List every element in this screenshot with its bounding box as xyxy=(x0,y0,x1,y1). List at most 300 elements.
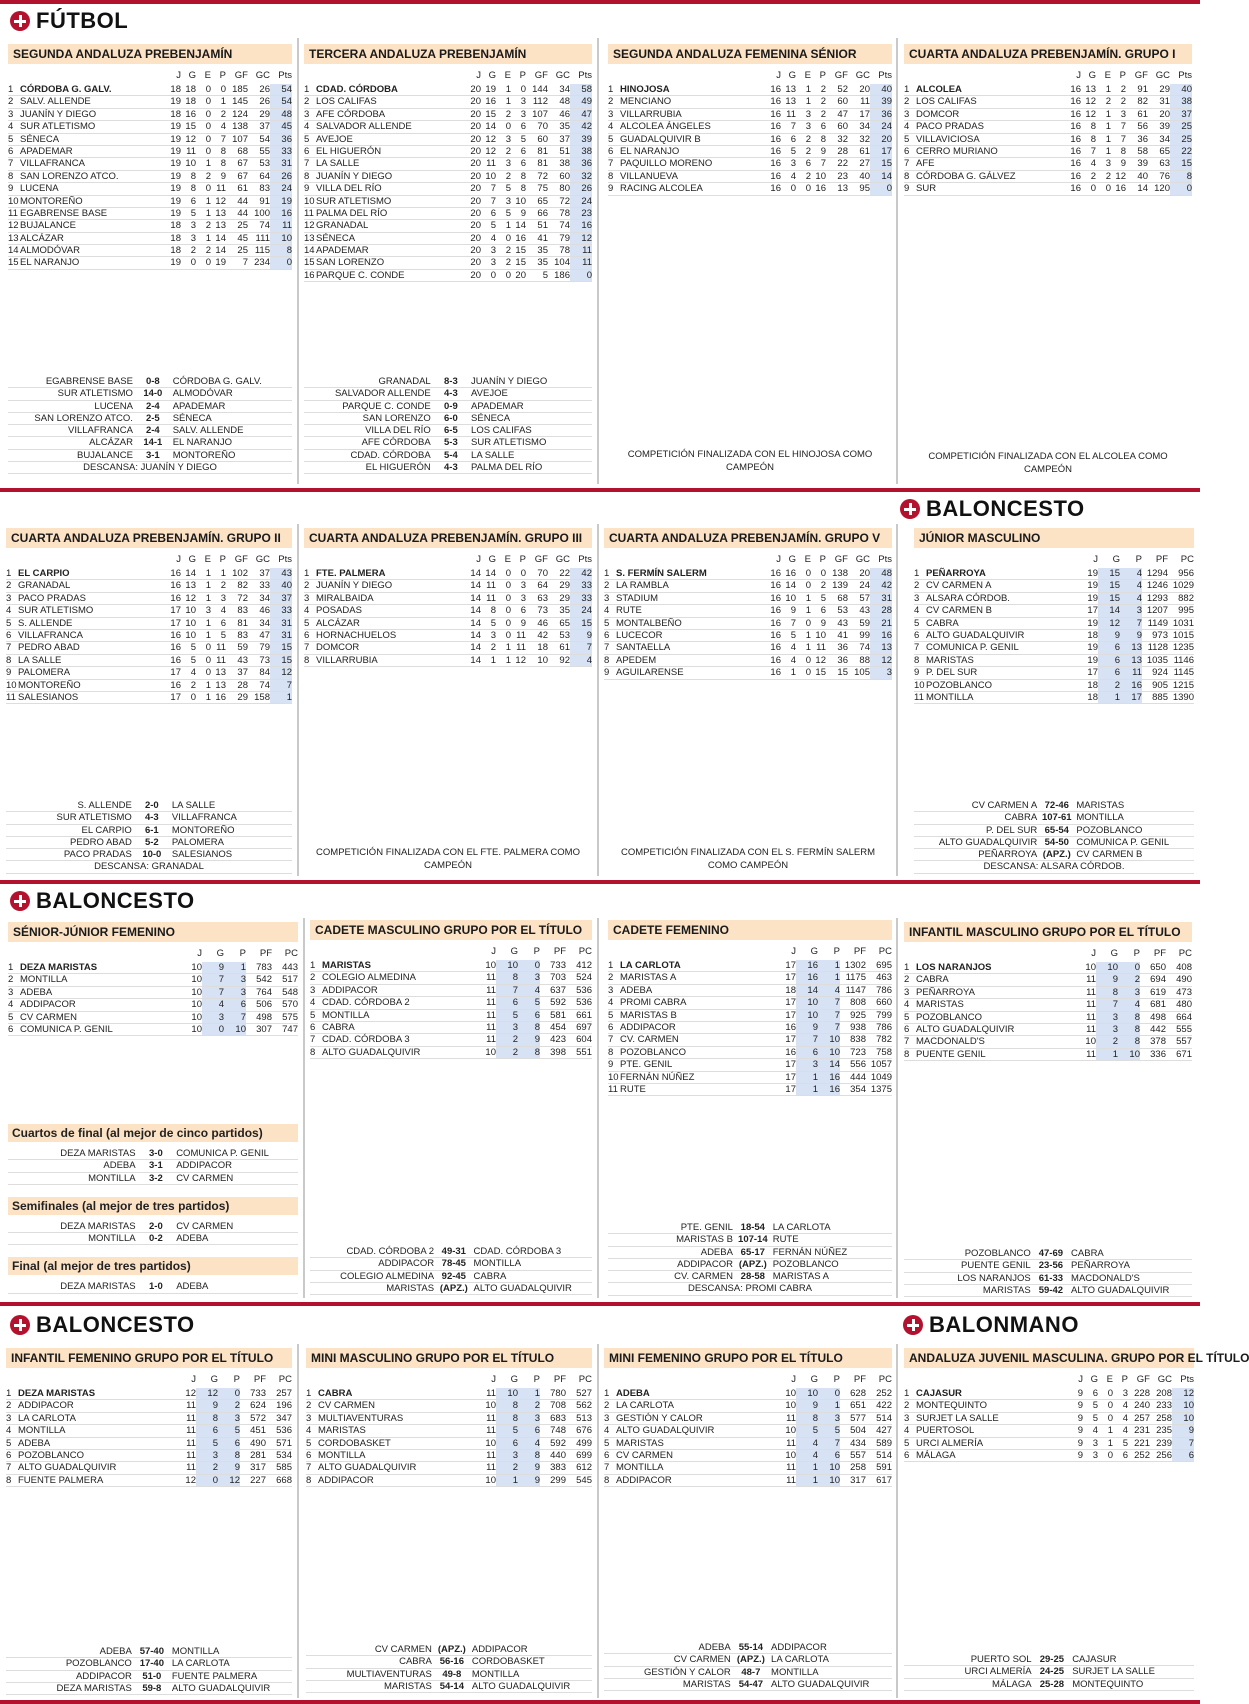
stat-cell: 0 xyxy=(202,1024,224,1035)
table-row xyxy=(6,1400,292,1412)
away-team: ADDIPACOR xyxy=(471,1644,528,1655)
stat-cell: 699 xyxy=(576,1449,592,1461)
away-team: MONTILLA xyxy=(471,1668,520,1680)
table-row xyxy=(8,233,292,245)
away-team: POZOBLANCO xyxy=(772,1258,839,1270)
stat-cell: 8 xyxy=(220,145,226,157)
team-name: VILLAFRANCA xyxy=(20,158,85,170)
stat-cell: 20 xyxy=(470,158,481,170)
column-header: E xyxy=(1106,1374,1113,1385)
stat-cell: 7 xyxy=(202,974,224,985)
stat-cell: 422 xyxy=(876,1400,892,1412)
stat-cell: 10 xyxy=(796,1010,818,1021)
home-team: POZOBLANCO xyxy=(964,1248,1031,1259)
stat-cell: 10 xyxy=(485,1474,496,1486)
table-row xyxy=(304,245,592,257)
stat-cell: 40 xyxy=(870,84,892,95)
stat-cell: 661 xyxy=(576,1009,592,1021)
row-position: 5 xyxy=(904,1437,910,1449)
stat-cell: 19 xyxy=(170,183,181,195)
stat-cell: 13 xyxy=(1120,655,1142,666)
home-team: SUR ATLETISMO xyxy=(57,388,133,400)
panel-cadete-masculino xyxy=(310,920,592,1300)
row-position: 2 xyxy=(904,974,910,986)
stat-cell: 1 xyxy=(1098,692,1120,703)
row-position: 9 xyxy=(6,667,12,679)
stat-cell: 4 xyxy=(1092,1425,1098,1437)
stat-cell: 555 xyxy=(1176,1023,1192,1035)
column-header: GF xyxy=(834,554,848,565)
stat-cell: 0 xyxy=(205,183,211,195)
stat-cell: 53 xyxy=(559,629,570,641)
stat-cell: 14 xyxy=(870,171,892,182)
column-header: PC xyxy=(278,1374,292,1385)
row-position: 5 xyxy=(304,617,310,629)
away-team: MONTOREÑO xyxy=(171,824,235,836)
stat-cell: 4 xyxy=(220,121,226,133)
stat-cell: 651 xyxy=(850,1400,866,1412)
team-name: ADEBA xyxy=(620,984,653,996)
stat-cell: 47 xyxy=(837,108,848,120)
team-name: GRANADAL xyxy=(18,580,71,592)
row-position: 3 xyxy=(6,592,12,604)
result-row xyxy=(6,849,292,861)
home-team: PEÑARROYA xyxy=(978,849,1038,861)
stat-cell: 11 xyxy=(570,257,592,268)
column-header: J xyxy=(491,1374,496,1385)
stat-cell: 10 xyxy=(496,960,518,971)
team-name: SURJET LA SALLE xyxy=(916,1412,999,1424)
panel-tercera-andaluza-prebenjamin xyxy=(304,44,592,484)
away-team: SÉNECA xyxy=(172,412,212,424)
stat-cell: 442 xyxy=(1150,1023,1166,1035)
table-row xyxy=(904,974,1192,986)
table-row xyxy=(304,109,592,121)
column-header: PC xyxy=(1180,554,1194,565)
stat-cell: 19 xyxy=(170,96,181,108)
stat-cell: 16 xyxy=(770,629,781,641)
row-position: 1 xyxy=(608,84,614,95)
result-row xyxy=(604,1642,892,1654)
stat-cell: 0 xyxy=(790,183,796,195)
away-team: AVEJOE xyxy=(471,388,508,400)
table-row xyxy=(304,196,592,208)
team-name: FUENTE PALMERA xyxy=(18,1474,104,1486)
stat-cell: 19 xyxy=(215,257,226,269)
team-name: COMUNICA P. GENIL xyxy=(20,1023,113,1035)
team-name: EL CARPIO xyxy=(18,568,70,579)
team-name: LA CARLOTA xyxy=(18,1412,76,1424)
team-name: SUR ATLETISMO xyxy=(18,605,94,617)
stat-cell: 2 xyxy=(518,1400,540,1411)
team-name: RACING ALCOLEA xyxy=(620,183,703,195)
stat-cell: 10 xyxy=(1172,1400,1194,1411)
stat-cell: 12 xyxy=(185,1474,196,1486)
stat-cell: 498 xyxy=(1150,1011,1166,1023)
table-row xyxy=(604,1425,892,1437)
stat-cell: 258 xyxy=(1156,1412,1172,1424)
home-team: DEZA MARISTAS xyxy=(60,1148,136,1159)
stat-cell: 2 xyxy=(805,145,811,157)
stat-cell: 1 xyxy=(205,232,211,244)
home-team: ADEBA xyxy=(103,1160,136,1172)
score: 18-54 xyxy=(740,1222,765,1233)
section-title: BALONCESTO xyxy=(36,888,195,913)
stat-cell: 556 xyxy=(850,1059,866,1071)
stat-cell: 0 xyxy=(205,108,211,120)
team-name: SUR ATLETISMO xyxy=(316,195,392,207)
stat-cell: 17 xyxy=(785,997,796,1009)
result-row xyxy=(306,1656,592,1668)
stat-cell: 16 xyxy=(270,208,292,219)
score: 6-5 xyxy=(444,425,458,437)
result-row xyxy=(904,1654,1194,1666)
result-row xyxy=(6,1671,292,1683)
stat-cell: 20 xyxy=(470,245,481,257)
stat-cell: 589 xyxy=(876,1437,892,1449)
stat-cell: 15 xyxy=(1098,580,1120,591)
results-list xyxy=(310,1246,592,1295)
stat-cell: 208 xyxy=(1156,1388,1172,1399)
stat-cell: 6 xyxy=(820,605,826,617)
stat-cell: 548 xyxy=(282,986,298,998)
stat-cell: 16 xyxy=(770,121,781,133)
panel-title: CADETE FEMENINO xyxy=(608,920,892,940)
away-team: CV CARMEN xyxy=(176,1172,234,1184)
stat-cell: 1029 xyxy=(1172,580,1194,592)
column-header: G xyxy=(788,70,796,81)
row-position: 15 xyxy=(304,257,315,269)
stat-cell: 12 xyxy=(485,133,496,145)
table-row xyxy=(608,960,892,972)
table-row xyxy=(304,121,592,133)
stat-cell: 34 xyxy=(259,592,270,604)
stat-cell: 19 xyxy=(170,145,181,157)
table-row xyxy=(310,972,592,984)
away-team: ALTO GUADALQUIVIR xyxy=(471,1680,571,1692)
result-row xyxy=(914,825,1194,837)
stat-cell: 0 xyxy=(1107,1400,1113,1412)
away-team: MONTILLA xyxy=(1076,812,1124,824)
result-row xyxy=(8,437,292,449)
stat-cell: 10 xyxy=(224,1024,246,1035)
team-name: SALVADOR ALLENDE xyxy=(316,121,412,133)
stat-cell: 2 xyxy=(1118,974,1140,985)
results-list xyxy=(904,1654,1194,1691)
stat-cell: 55 xyxy=(259,145,270,157)
home-team: CV CARMEN A xyxy=(971,800,1038,811)
row-position: 1 xyxy=(6,568,12,579)
stat-cell: 0 xyxy=(870,183,892,194)
team-name: ADDIPACOR xyxy=(20,999,76,1011)
stat-cell: 91 xyxy=(1137,84,1148,95)
playoff-results xyxy=(8,1148,298,1185)
stat-cell: 9 xyxy=(1077,1425,1083,1437)
stat-cell: 17 xyxy=(170,691,181,703)
header-spacer xyxy=(620,70,766,84)
table-row xyxy=(604,1462,892,1474)
stat-cell: 782 xyxy=(876,1034,892,1046)
home-team: CV CARMEN xyxy=(673,1654,731,1666)
table-row xyxy=(608,1010,892,1022)
stat-cell: 15 xyxy=(1098,568,1120,579)
stat-cell: 234 xyxy=(254,257,270,269)
stat-cell: 81 xyxy=(237,617,248,629)
stat-cell: 2 xyxy=(205,170,211,182)
stat-cell: 17 xyxy=(170,617,181,629)
stat-cell: 0 xyxy=(205,121,211,133)
stat-cell: 16 xyxy=(770,568,781,579)
stat-cell: 16 xyxy=(785,1021,796,1033)
table-row xyxy=(6,667,292,679)
stat-cell: 10 xyxy=(485,1400,496,1412)
stat-cell: 3 xyxy=(190,220,196,232)
stat-cell: 16 xyxy=(1070,133,1081,145)
team-name: MONTEQUINTO xyxy=(916,1400,988,1412)
stat-cell: 8 xyxy=(520,183,526,195)
stat-cell: 2 xyxy=(1120,84,1126,95)
table-row xyxy=(608,997,892,1009)
stat-cell: 36 xyxy=(270,134,292,145)
home-team: GRANADAL xyxy=(378,376,431,387)
away-team: SALV. ALLENDE xyxy=(172,425,244,437)
home-team: DEZA MARISTAS xyxy=(60,1220,136,1232)
stat-cell: 48 xyxy=(559,96,570,108)
table-row xyxy=(914,642,1194,654)
stat-cell: 517 xyxy=(282,974,298,986)
team-name: ALSARA CÓRDOB. xyxy=(926,592,1010,604)
stat-cell: 6 xyxy=(490,207,496,219)
stat-cell: 57 xyxy=(859,592,870,604)
away-team: ADEBA xyxy=(176,1233,209,1245)
row-position: 4 xyxy=(310,997,316,1009)
stat-cell: 16 xyxy=(770,654,781,666)
stat-cell: 9 xyxy=(1172,1425,1194,1436)
stat-cell: 3 xyxy=(818,1413,840,1424)
stat-cell: 1 xyxy=(1105,133,1111,145)
row-position: 4 xyxy=(6,605,12,617)
stat-cell: 36 xyxy=(837,642,848,654)
stat-cell: 0 xyxy=(820,568,826,579)
stat-cell: 34 xyxy=(559,84,570,95)
stat-cell: 41 xyxy=(537,232,548,244)
result-row xyxy=(604,1679,892,1691)
stat-cell: 6 xyxy=(520,145,526,157)
stat-cell: 15 xyxy=(837,667,848,679)
stat-cell: 16 xyxy=(485,96,496,108)
stat-cell: 9 xyxy=(1077,1449,1083,1461)
table-row xyxy=(6,1388,292,1400)
stat-cell: 16 xyxy=(785,568,796,579)
home-team: BUJALANCE xyxy=(76,449,133,461)
team-name: MIRALBAIDA xyxy=(316,592,374,604)
team-name: P. DEL SUR xyxy=(926,667,978,679)
row-position: 10 xyxy=(6,679,17,691)
table-row xyxy=(608,1072,892,1084)
column-header: Pts xyxy=(878,554,892,565)
stat-cell: 8 xyxy=(1120,145,1126,157)
home-team: VILLA DEL RÍO xyxy=(365,425,431,437)
stat-cell: 38 xyxy=(1170,96,1192,107)
stat-cell: 10 xyxy=(185,629,196,641)
row-position: 2 xyxy=(6,1400,12,1412)
stat-cell: 11 xyxy=(1086,999,1096,1011)
stat-cell: 16 xyxy=(1070,96,1081,108)
row-position: 6 xyxy=(914,629,920,641)
stat-cell: 2 xyxy=(805,170,811,182)
stat-cell: 1 xyxy=(1096,1049,1118,1060)
stat-cell: 534 xyxy=(276,1449,292,1461)
table-row xyxy=(6,593,292,605)
stat-cell: 73 xyxy=(259,654,270,666)
stat-cell: 40 xyxy=(270,580,292,591)
stat-cell: 13 xyxy=(215,667,226,679)
stat-cell: 0 xyxy=(190,257,196,269)
table-row xyxy=(306,1388,592,1400)
row-position: 8 xyxy=(608,170,614,182)
stat-cell: 26 xyxy=(259,84,270,95)
team-name: LA CARLOTA xyxy=(620,960,681,971)
stat-cell: 0 xyxy=(1105,183,1111,195)
stat-cell: 17 xyxy=(785,972,796,984)
team-name: VILLAVICIOSA xyxy=(916,133,980,145)
table-row xyxy=(904,171,1192,183)
row-position: 13 xyxy=(304,232,315,244)
stat-cell: 8 xyxy=(1118,1012,1140,1023)
table-row xyxy=(8,987,298,999)
away-team: ALTO GUADALQUIVIR xyxy=(473,1282,572,1294)
plus-icon xyxy=(10,891,30,911)
result-row xyxy=(304,401,592,413)
stat-cell: 16 xyxy=(770,580,781,592)
stat-cell: 0 xyxy=(190,691,196,703)
stat-cell: 124 xyxy=(232,108,248,120)
column-header: J xyxy=(176,554,181,565)
stat-cell: 570 xyxy=(282,999,298,1011)
stat-cell: 196 xyxy=(276,1400,292,1412)
score: 5-4 xyxy=(444,449,458,461)
team-name: AVEJOE xyxy=(316,133,353,145)
stat-cell: 47 xyxy=(259,629,270,641)
stat-cell: 1 xyxy=(818,972,840,983)
panel-title: CUARTA ANDALUZA PREBENJAMÍN. GRUPO II xyxy=(6,528,292,548)
away-team: LA CARLOTA xyxy=(171,1658,230,1670)
stat-cell: 35 xyxy=(559,121,570,133)
stat-cell: 15 xyxy=(570,618,592,629)
stat-cell: 1 xyxy=(518,1388,540,1399)
stat-cell: 10 xyxy=(815,170,826,182)
team-name: EL NARANJO xyxy=(620,145,680,157)
row-position: 5 xyxy=(914,617,920,629)
stat-cell: 7 xyxy=(796,1034,818,1045)
table-row xyxy=(8,183,292,195)
stat-cell: 434 xyxy=(850,1437,866,1449)
row-position: 3 xyxy=(310,984,316,996)
stat-cell: 73 xyxy=(537,605,548,617)
header-spacer xyxy=(304,554,316,568)
away-team: SURJET LA SALLE xyxy=(1072,1666,1155,1678)
stat-cell: 4 xyxy=(790,642,796,654)
stat-cell: 783 xyxy=(256,962,272,973)
team-name: DEZA MARISTAS xyxy=(20,962,98,973)
team-name: CDAD. CÓRDOBA 3 xyxy=(322,1034,410,1046)
header-spacer xyxy=(306,1374,318,1388)
stat-cell: 20 xyxy=(470,170,481,182)
row-position: 1 xyxy=(310,960,316,971)
stat-cell: 427 xyxy=(876,1425,892,1437)
table-row xyxy=(604,655,892,667)
row-position: 4 xyxy=(604,1425,610,1437)
standings-table xyxy=(604,1374,892,1487)
column-header: P xyxy=(519,70,526,81)
stat-cell: 48 xyxy=(270,109,292,120)
table-row xyxy=(304,655,592,667)
home-team: URCI ALMERÍA xyxy=(964,1666,1032,1678)
stat-cell: 18 xyxy=(170,232,181,244)
stat-cell: 0 xyxy=(1107,1412,1113,1424)
stat-cell: 20 xyxy=(470,195,481,207)
score: 3-1 xyxy=(145,449,160,461)
stat-cell: 19 xyxy=(1087,617,1098,629)
table-row xyxy=(914,580,1194,592)
row-position: 4 xyxy=(306,1425,312,1437)
stat-cell: 1246 xyxy=(1146,580,1168,592)
rest-team: DESCANSA: ALSARA CÓRDOB. xyxy=(914,861,1194,873)
table-row xyxy=(8,196,292,208)
row-position: 4 xyxy=(304,121,310,133)
stat-cell: 9 xyxy=(518,1034,540,1045)
stat-cell: 9 xyxy=(196,1400,218,1411)
team-name: AFE xyxy=(916,158,935,170)
stat-cell: 1049 xyxy=(870,1071,892,1083)
stat-cell: 17 xyxy=(785,1059,796,1071)
column-header: J xyxy=(791,1374,796,1385)
stat-cell: 1207 xyxy=(1146,605,1168,617)
stat-cell: 26 xyxy=(270,171,292,182)
stat-cell: 11 xyxy=(1086,1048,1096,1060)
stat-cell: 7 xyxy=(1120,133,1126,145)
stat-cell: 61 xyxy=(237,183,248,195)
column-header: PF xyxy=(853,946,866,957)
stat-cell: 0 xyxy=(270,257,292,268)
score: 23-56 xyxy=(1038,1260,1064,1272)
away-team: CORDOBASKET xyxy=(471,1656,545,1668)
score: 14-0 xyxy=(143,388,163,400)
stat-cell: 2 xyxy=(496,1462,518,1473)
stat-cell: 1031 xyxy=(1172,617,1194,629)
stat-cell: 808 xyxy=(850,997,866,1009)
stat-cell: 7 xyxy=(818,1010,840,1021)
stat-cell: 1 xyxy=(490,654,496,666)
stat-cell: 9 xyxy=(796,1022,818,1033)
stat-cell: 1 xyxy=(270,692,292,703)
table-row xyxy=(8,220,292,232)
home-team: MÁLAGA xyxy=(991,1678,1032,1690)
stat-cell: 20 xyxy=(470,108,481,120)
team-name: CABRA xyxy=(322,1021,355,1033)
team-name: CV. CARMEN xyxy=(620,1034,679,1046)
panel-title: ANDALUZA JUVENIL MASCULINA. GRUPO POR EL TÍTULO xyxy=(904,1348,1194,1368)
stat-cell: 18 xyxy=(170,245,181,257)
stat-cell: 8 xyxy=(1090,133,1096,145)
away-team: MACDONALD'S xyxy=(1071,1272,1140,1284)
table-row xyxy=(310,1047,592,1059)
score: 0-2 xyxy=(149,1233,163,1245)
stat-cell: 17 xyxy=(785,1083,796,1095)
column-header: P xyxy=(533,1374,540,1385)
table-row xyxy=(304,233,592,245)
row-position: 2 xyxy=(310,972,316,984)
